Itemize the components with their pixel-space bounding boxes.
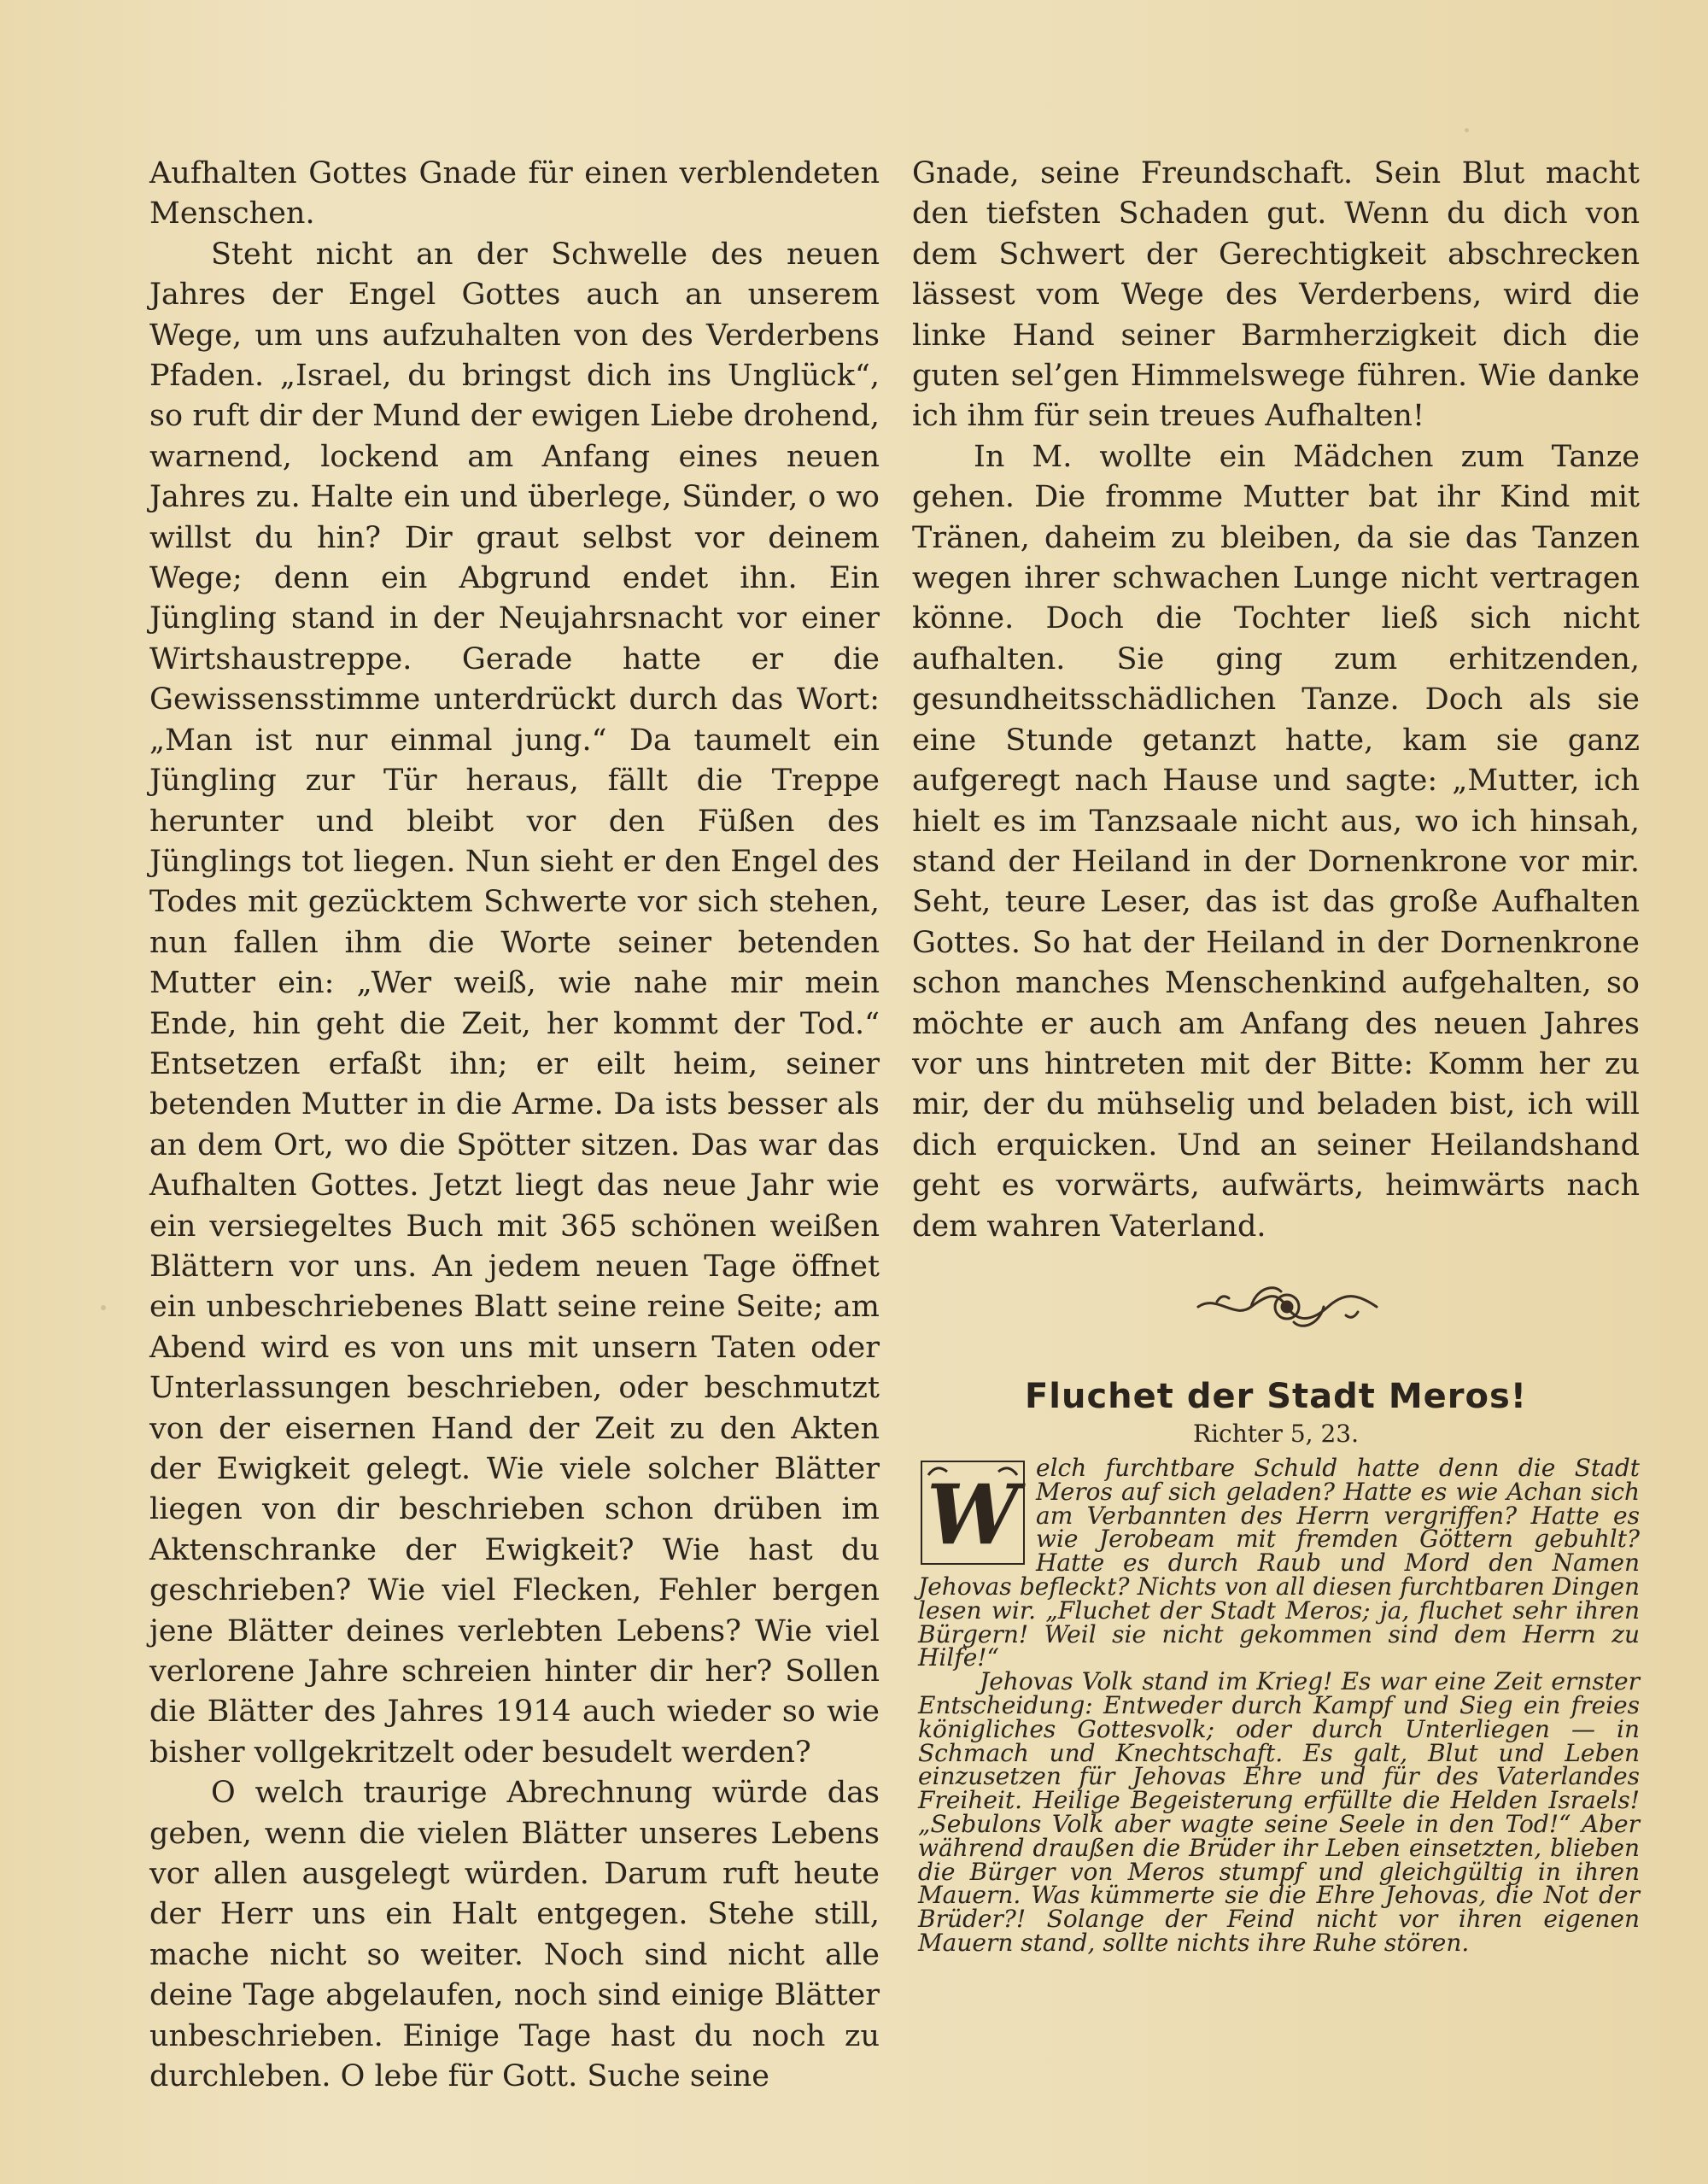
- left-paragraph-1: Aufhalten Gottes Gnade für einen verblendeten Menschen.: [149, 156, 880, 231]
- article-paragraph-1: elch furchtbare Schuld hatte denn die Stadt Meros auf sich geladen? Hatte es wie Achan sich am Verbannten des Herrn vergriffen? Hatte es wie Jerobeam mit fremden Göttern gebuhlt? Hatte es durch Raub und Mord den Namen Jehovas befleckt? Nichts von all diesen furchtbaren Dingen lesen wir. „Fluchet der Stadt Meros; ja, fluchet sehr ihren Bürgern! Weil sie nicht gekommen sind dem Herrn zu Hilfe!“: [918, 1454, 1640, 1672]
- svg-text:W: W: [927, 1467, 1019, 1563]
- floral-vignette-icon: [1191, 1273, 1383, 1341]
- dropcap-letter: [918, 1458, 1027, 1567]
- left-paragraph-3: O welch traurige Abrechnung würde das geben, wenn die vielen Blätter unseres Lebens vor allen ausgelegt würden. Darum ruft heute der Herr uns ein Halt entgegen. Stehe still, mache nicht so weiter. Noch sind nicht alle deine Tage abgelaufen, noch sind einige Blätter unbeschrieben. Einige Tage hast du noch zu durchleben. O lebe für Gott. Suche seine: [149, 1776, 880, 2094]
- article-title: Fluchet der Stadt Meros!: [1024, 1377, 1528, 1416]
- left-column: [149, 154, 880, 2098]
- article-paragraph-2: Jehovas Volk stand im Krieg! Es war eine Zeit ernster Entscheidung: Entweder durch Kampf und Sieg ein freies königliches Gottesvolk; oder durch Unterliegen — in Schmach und Knechtschaft. Es galt, Blut und Leben einzusetzen für Jehovas Ehre und für des Vaterlandes Freiheit. Heilige Begeisterung erfüllte die Helden Israels! „Sebulons Volk aber wagte seine Seele in den Tod!“ Aber während draußen die Brüder ihr Leben einsetzten, blieben die Bürger von Meros stumpf und gleichgültig in ihren Mauern. Was kümmerte sie die Ehre Jehovas, die Not der Brüder?! Solange der Feind nicht vor ihren eigenen Mauern stand, sollte nichts ihre Ruhe stören.: [918, 1667, 1640, 1957]
- paper-speck: [1465, 128, 1469, 132]
- right-paragraph-1: Gnade, seine Freundschaft. Sein Blut macht den tiefsten Schaden gut. Wenn du dich von dem Schwert der Gerechtigkeit abschrecken lässest vom Wege des Verderbens, wird die linke Hand seiner Barmherzigkeit dich die guten sel’gen Himmelswege führen. Wie danke ich ihm für sein treues Aufhalten!: [912, 156, 1640, 434]
- article-body: [918, 1456, 1640, 1955]
- right-paragraph-2: In M. wollte ein Mädchen zum Tanze gehen. Die fromme Mutter bat ihr Kind mit Tränen, daheim zu bleiben, da sie das Tanzen wegen ihrer schwachen Lunge nicht vertragen könne. Doch die Tochter ließ sich nicht aufhalten. Sie ging zum erhitzenden, gesundheitsschädlichen Tanze. Doch als sie eine Stunde getanzt hatte, kam sie ganz aufgeregt nach Hause und sagte: „Mutter, ich hielt es im Tanzsaale nicht aus, wo ich hinsah, stand der Heiland in der Dornenkrone vor mir. Seht, teure Leser, das ist das große Aufhalten Gottes. So hat der Heiland in der Dornenkrone schon manches Menschenkind aufgehalten, so möchte er auch am Anfang des neuen Jahres vor uns hintreten mit der Bitte: Komm her zu mir, der du mühselig und beladen bist, ich will dich erquicken. Und an seiner Heilandshand geht es vorwärts, aufwärts, heimwärts nach dem wahren Vaterland.: [912, 439, 1640, 1244]
- left-paragraph-2: Steht nicht an der Schwelle des neuen Jahres der Engel Gottes auch an unserem Wege, um uns aufzuhalten von des Verderbens Pfaden. „Israel, du bringst dich ins Unglück“, so ruft dir der Mund der ewigen Liebe drohend, warnend, lockend am Anfang eines neuen Jahres zu. Halte ein und überlege, Sünder, o wo willst du hin? Dir graut selbst vor deinem Wege; denn ein Abgrund endet ihn. Ein Jüngling stand in der Neujahrsnacht vor einer Wirtshaustreppe. Gerade hatte er die Gewissensstimme unterdrückt durch das Wort: „Man ist nur einmal jung.“ Da taumelt ein Jüngling zur Tür heraus, fällt die Treppe herunter und bleibt vor den Füßen des Jünglings tot liegen. Nun sieht er den Engel des Todes mit gezücktem Schwerte vor sich stehen, nun fallen ihm die Worte seiner betenden Mutter ein: „Wer weiß, wie nahe mir mein Ende, hin geht die Zeit, her kommt der Tod.“ Entsetzen erfaßt ihn; er eilt heim, seiner betenden Mutter in die Arme. Da ists besser als an dem Ort, wo die Spötter sitzen. Das war das Aufhalten Gottes. Jetzt liegt das neue Jahr wie ein versiegeltes Buch mit 365 schönen weißen Blättern vor uns. An jedem neuen Tage öffnet ein unbeschriebenes Blatt seine reine Seite; am Abend wird es von uns mit unsern Taten oder Unterlassungen beschrieben, oder beschmutzt von der eisernen Hand der Zeit zu den Akten der Ewigkeit gelegt. Wie viele solcher Blätter liegen von dir beschrieben schon drüben im Aktenschranke der Ewigkeit? Wie hast du geschrieben? Wie viel Flecken, Fehler bergen jene Blätter deines verlebten Lebens? Wie viel verlorene Jahre schreien hinter dir her? Sollen die Blätter des Jahres 1914 auch wieder so wie bisher vollgekritzelt oder besudelt werden?: [149, 237, 880, 1770]
- article-subtitle: Richter 5, 23.: [1192, 1420, 1359, 1448]
- right-column: [912, 154, 1640, 1247]
- paper-speck: [101, 1305, 106, 1310]
